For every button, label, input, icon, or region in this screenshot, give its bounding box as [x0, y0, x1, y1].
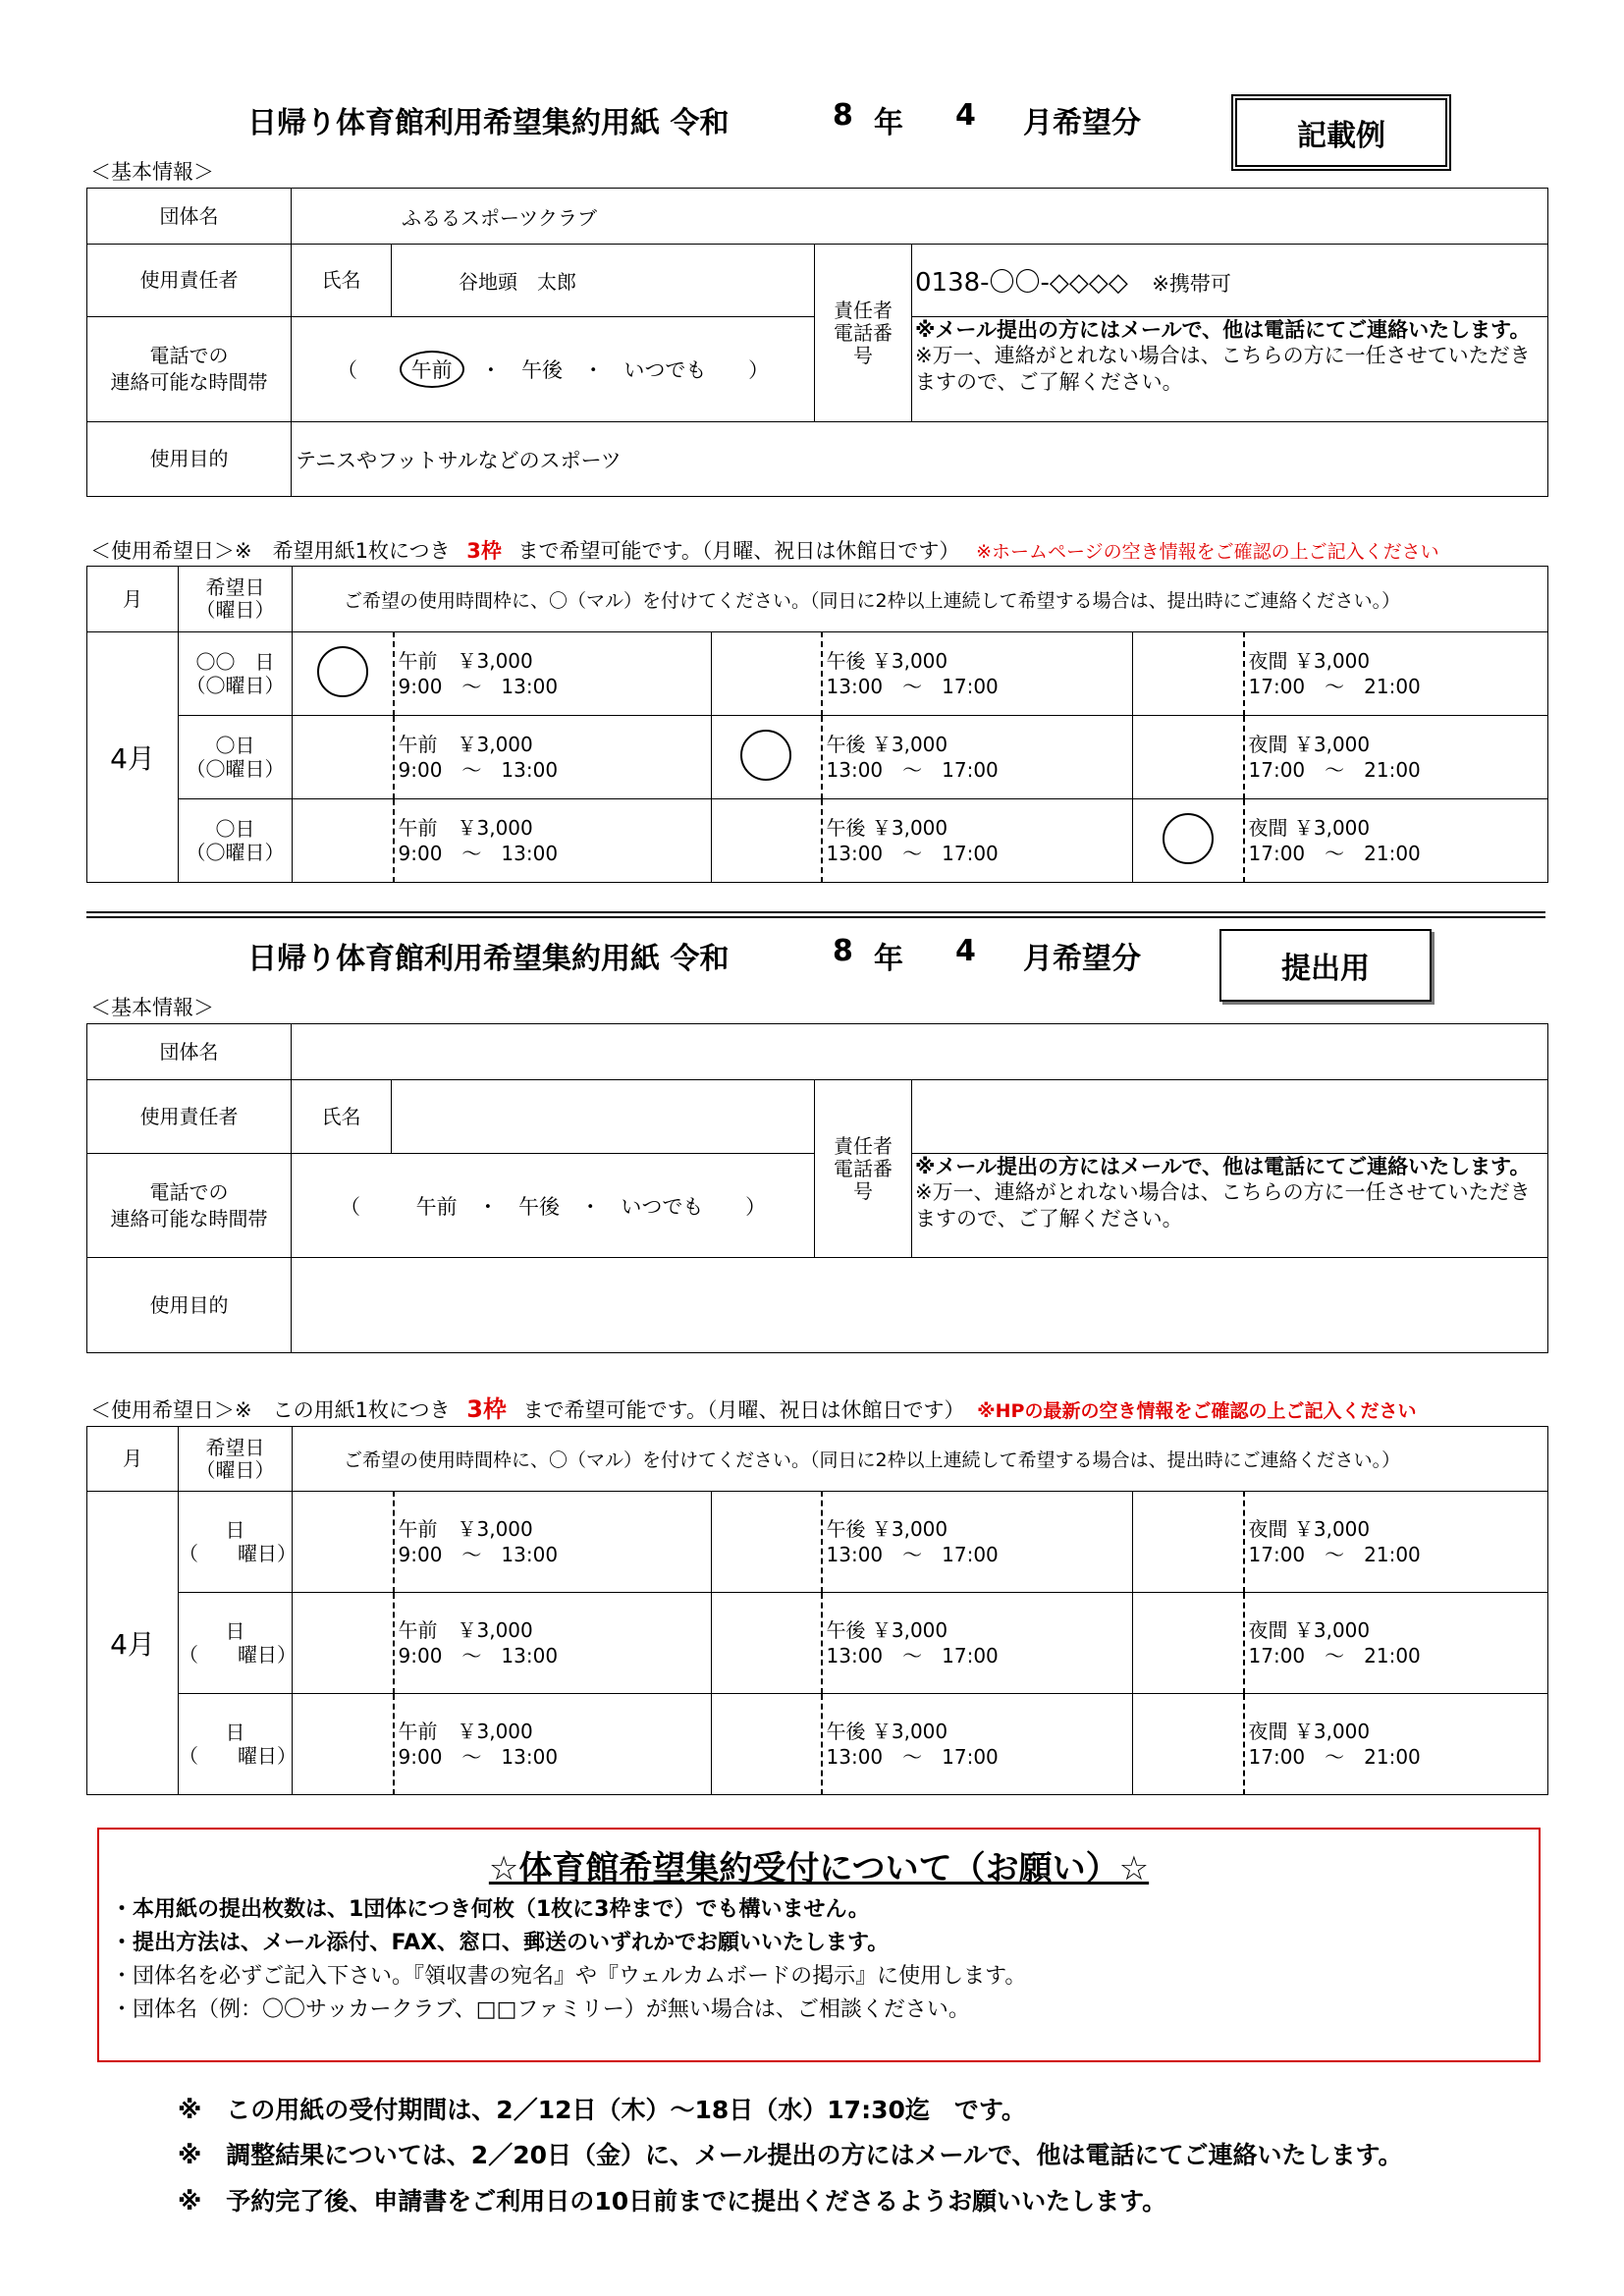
phone-note-bold: ※メール提出の方にはメールで、他は電話にてご連絡いたします。 [915, 318, 1531, 342]
head-month: 月 [87, 1427, 179, 1492]
check-am[interactable] [293, 1694, 394, 1795]
title-text: 日帰り体育館利用希望集約用紙 令和 [247, 942, 730, 976]
slot-time: 9:00 ～ 13:00 [398, 1543, 559, 1566]
usage-b: まで希望可能です。（月曜、祝日は休館日です） [517, 539, 960, 563]
slot-label: 午後 ￥3,000 [826, 733, 948, 756]
slot-am [394, 1694, 712, 1795]
slot-time: 13:00 ～ 17:00 [826, 1543, 999, 1566]
slot-pm [822, 799, 1133, 883]
usage-table-submit [86, 1426, 1548, 1795]
date-day: 日 [225, 1721, 245, 1744]
footer-notes [178, 2088, 1403, 2224]
label-phone [815, 1080, 912, 1258]
label-group: 団体名 [87, 189, 292, 245]
selected-circle [1163, 813, 1214, 864]
slot-time: 17:00 ～ 21:00 [1248, 675, 1421, 698]
label-contact-2: 連絡可能な時間帯 [110, 370, 268, 394]
basic-info-table-submit [86, 1023, 1548, 1353]
sep: ・ [477, 1194, 499, 1219]
head-date-1: 希望日 [205, 1435, 265, 1459]
slot-night [1244, 632, 1548, 716]
slot-label: 夜間 ￥3,000 [1248, 1720, 1371, 1743]
check-night[interactable] [1133, 1694, 1244, 1795]
label-purpose: 使用目的 [87, 1258, 292, 1353]
slot-label: 夜間 ￥3,000 [1248, 1517, 1371, 1541]
slot-time: 9:00 ～ 13:00 [398, 758, 559, 782]
date-weekday: （ 曜日） [179, 1643, 297, 1667]
head-date [179, 567, 293, 632]
date-day: 日 [225, 1518, 245, 1542]
check-pm[interactable] [712, 716, 822, 799]
title-month: 4 [955, 934, 976, 968]
slot-time: 9:00 ～ 13:00 [398, 1745, 559, 1769]
slot-label: 午後 ￥3,000 [826, 649, 948, 673]
slot-time: 9:00 ～ 13:00 [398, 1644, 559, 1667]
head-instruction: ご希望の使用時間枠に、〇（マル）を付けてください。（同日に2枠以上連続して希望する場合は、提出時にご連絡ください。） [293, 567, 1548, 632]
basic-info-header: ＜基本情報＞ [90, 996, 214, 1019]
check-night[interactable] [1133, 799, 1244, 883]
notice-item: ・団体名を必ずご記入下さい。『領収書の宛名』や『ウェルカムボードの掲示』に使用します。 [111, 1964, 1027, 1990]
usage-red: ※ホームページの空き情報をご確認の上ご記入ください [976, 541, 1439, 563]
phone-note-bold: ※メール提出の方にはメールで、他は電話にてご連絡いたします。 [915, 1155, 1531, 1178]
slot-night [1244, 1593, 1548, 1694]
date-cell [179, 799, 293, 883]
date-weekday: （ 曜日） [179, 1744, 297, 1768]
slot-time: 17:00 ～ 21:00 [1248, 1644, 1421, 1667]
usage-table-example [86, 566, 1548, 883]
label-phone-2: 電話番 [834, 320, 893, 345]
check-pm[interactable] [712, 1492, 822, 1593]
slot-am [394, 1593, 712, 1694]
phone-notes [912, 317, 1548, 422]
label-contact-time [87, 317, 292, 422]
label-contact-time [87, 1154, 292, 1258]
slot-time: 13:00 ～ 17:00 [826, 758, 999, 782]
label-contact-1: 電話での [149, 1179, 229, 1204]
slot-time: 13:00 ～ 17:00 [826, 842, 999, 865]
date-weekday: （〇曜日） [186, 674, 285, 697]
paren-open: （ [339, 1194, 360, 1219]
paren-open: （ [336, 358, 357, 382]
basic-info-header: ＜基本情報＞ [90, 160, 214, 184]
slot-label: 午後 ￥3,000 [826, 816, 948, 840]
slot-pm [822, 1492, 1133, 1593]
selected-circle [317, 646, 368, 697]
slot-label: 午前 ￥3,000 [398, 1517, 533, 1541]
footer-note: ※ 予約完了後、申請書をご利用日の10日前までに提出くださるようお願いいたします。 [178, 2186, 1167, 2215]
slot-time: 17:00 ～ 21:00 [1248, 1543, 1421, 1566]
label-responsible: 使用責任者 [87, 1080, 292, 1154]
sep: ・ [582, 358, 604, 382]
slot-time: 17:00 ～ 21:00 [1248, 1745, 1421, 1769]
contact-any-option[interactable]: いつでも [621, 1194, 704, 1219]
submit-badge: 提出用 [1219, 929, 1432, 1002]
head-date-1: 希望日 [205, 575, 265, 599]
slot-label: 午前 ￥3,000 [398, 733, 533, 756]
month-cell: 4月 [87, 1492, 179, 1795]
usage-header-example [90, 535, 1439, 565]
head-date [179, 1427, 293, 1492]
label-name: 氏名 [292, 1080, 392, 1154]
slot-label: 夜間 ￥3,000 [1248, 733, 1371, 756]
slot-am [394, 716, 712, 799]
section-divider [86, 916, 1545, 918]
group-name-input[interactable] [292, 1024, 1548, 1080]
slot-time: 17:00 ～ 21:00 [1248, 842, 1421, 865]
slot-night [1244, 1492, 1548, 1593]
date-cell[interactable] [179, 1694, 297, 1795]
notice-item: ・本用紙の提出枚数は、1団体につき何枚（1枚に3枠まで）でも構いません。 [111, 1897, 870, 1922]
title-text: 日帰り体育館利用希望集約用紙 令和 [247, 106, 730, 140]
usage-count: 3枠 [466, 539, 502, 563]
check-night[interactable] [1133, 632, 1244, 716]
slot-label: 午後 ￥3,000 [826, 1720, 948, 1743]
notice-item: ・提出方法は、メール添付、FAX、窓口、郵送のいずれかでお願いいたします。 [111, 1931, 890, 1956]
title-year-unit: 年 [874, 942, 903, 976]
slot-label: 午前 ￥3,000 [398, 1618, 533, 1642]
slot-time: 17:00 ～ 21:00 [1248, 758, 1421, 782]
slot-pm [822, 1694, 1133, 1795]
contact-am-option[interactable]: 午前 [415, 1194, 458, 1219]
person-name-value[interactable]: 谷地頭 太郎 [392, 245, 815, 317]
contact-am-option[interactable]: 午前 [400, 351, 464, 388]
phone-notes [912, 1154, 1548, 1258]
slot-label: 夜間 ￥3,000 [1248, 649, 1371, 673]
sep: ・ [480, 358, 502, 382]
phone-input[interactable] [912, 1080, 1548, 1154]
date-weekday: （〇曜日） [186, 841, 285, 864]
title-year-unit: 年 [874, 106, 903, 140]
group-name-value[interactable]: ふるるスポーツクラブ [292, 189, 1548, 245]
check-am[interactable] [293, 716, 394, 799]
contact-pm-option[interactable]: 午後 [521, 358, 563, 382]
phone-note: ※万一、連絡がとれない場合は、こちらの方に一任させていただきますので、ご了解ください。 [915, 344, 1531, 394]
notice-item: ・団体名（例：〇〇サッカークラブ、□□ファミリー）が無い場合は、ご相談ください。 [111, 1997, 970, 2023]
date-day: 〇〇 日 [195, 650, 275, 674]
notice-title: ☆体育館希望集約受付について（お願い）☆ [488, 1849, 1150, 1888]
label-responsible: 使用責任者 [87, 245, 292, 317]
date-cell [179, 716, 293, 799]
slot-label: 午前 ￥3,000 [398, 816, 533, 840]
slot-night [1244, 799, 1548, 883]
footer-note: ※ 調整結果については、2／20日（金）に、メール提出の方にはメールで、他は電話にてご連絡いたします。 [178, 2141, 1403, 2170]
slot-label: 午前 ￥3,000 [398, 649, 533, 673]
example-badge: 記載例 [1235, 98, 1447, 167]
label-phone-3: 号 [853, 343, 873, 367]
label-contact-2: 連絡可能な時間帯 [110, 1206, 268, 1230]
slot-time: 13:00 ～ 17:00 [826, 675, 999, 698]
slot-am [394, 1492, 712, 1593]
head-month: 月 [87, 567, 179, 632]
slot-time: 9:00 ～ 13:00 [398, 842, 559, 865]
slot-time: 13:00 ～ 17:00 [826, 1644, 999, 1667]
slot-am [394, 799, 712, 883]
purpose-input[interactable] [292, 1258, 1548, 1353]
check-am[interactable] [293, 1492, 394, 1593]
check-pm[interactable] [712, 799, 822, 883]
title-month-suffix: 月希望分 [1023, 106, 1141, 140]
date-day: 〇日 [215, 817, 255, 841]
check-night[interactable] [1133, 1492, 1244, 1593]
slot-time: 13:00 ～ 17:00 [826, 1745, 999, 1769]
footer-note: ※ この用紙の受付期間は、2／12日（木）～18日（水）17:30迄 です。 [178, 2096, 1026, 2124]
check-am[interactable] [293, 1593, 394, 1694]
slot-pm [822, 1593, 1133, 1694]
phone-note: ※万一、連絡がとれない場合は、こちらの方に一任させていただきますので、ご了解ください。 [915, 1180, 1531, 1230]
slot-night [1244, 1694, 1548, 1795]
contact-time-choice[interactable] [292, 317, 815, 422]
slot-am [394, 632, 712, 716]
date-cell [179, 632, 293, 716]
check-am[interactable] [293, 799, 394, 883]
contact-time-choice[interactable] [292, 1154, 815, 1258]
label-group: 団体名 [87, 1024, 292, 1080]
date-cell[interactable] [179, 1593, 297, 1694]
notice-box [97, 1828, 1541, 2062]
usage-a: ＜使用希望日＞※ この用紙1枚につき [90, 1398, 451, 1422]
date-day: 〇日 [215, 734, 255, 757]
slot-pm [822, 632, 1133, 716]
date-cell[interactable] [179, 1492, 297, 1593]
date-day: 日 [225, 1619, 245, 1643]
usage-red: ※HPの最新の空き情報をご確認の上ご記入ください [977, 1400, 1417, 1422]
basic-info-table-example [86, 188, 1548, 497]
paren-close: ） [748, 358, 770, 382]
label-phone-3: 号 [853, 1178, 873, 1203]
date-weekday: （ 曜日） [179, 1542, 297, 1565]
purpose-value[interactable]: テニスやフットサルなどのスポーツ [292, 422, 1548, 497]
title-month-suffix: 月希望分 [1023, 942, 1141, 976]
head-date-2: （曜日） [195, 1457, 275, 1482]
check-pm[interactable] [712, 632, 822, 716]
slot-label: 夜間 ￥3,000 [1248, 1618, 1371, 1642]
title-month: 4 [955, 98, 976, 133]
label-phone-2: 電話番 [834, 1156, 893, 1180]
contact-pm-option[interactable]: 午後 [518, 1194, 560, 1219]
slot-label: 午後 ￥3,000 [826, 1618, 948, 1642]
label-purpose: 使用目的 [87, 422, 292, 497]
check-pm[interactable] [712, 1593, 822, 1694]
label-name: 氏名 [292, 245, 392, 317]
phone-value[interactable] [912, 245, 1548, 317]
sep: ・ [579, 1194, 601, 1219]
label-phone [815, 245, 912, 422]
section-divider [86, 911, 1545, 913]
title-year: 8 [833, 934, 853, 968]
selected-circle [740, 730, 791, 781]
date-weekday: （〇曜日） [186, 757, 285, 781]
phone-type: ※携帯可 [1152, 272, 1231, 296]
slot-pm [822, 716, 1133, 799]
label-phone-1: 責任者 [834, 1133, 893, 1158]
check-night[interactable] [1133, 716, 1244, 799]
paren-close: ） [745, 1194, 767, 1219]
head-instruction: ご希望の使用時間枠に、〇（マル）を付けてください。（同日に2枠以上連続して希望する場合は、提出時にご連絡ください。） [293, 1427, 1548, 1492]
check-pm[interactable] [712, 1694, 822, 1795]
label-contact-1: 電話での [149, 344, 229, 367]
slot-label: 午後 ￥3,000 [826, 1517, 948, 1541]
label-phone-1: 責任者 [834, 298, 893, 322]
month-cell: 4月 [87, 632, 179, 883]
usage-b: まで希望可能です。（月曜、祝日は休館日です） [522, 1398, 965, 1422]
usage-header-submit [90, 1390, 1416, 1424]
check-night[interactable] [1133, 1593, 1244, 1694]
title-year: 8 [833, 98, 853, 133]
check-am[interactable] [293, 632, 394, 716]
slot-label: 夜間 ￥3,000 [1248, 816, 1371, 840]
phone-number: 0138-〇〇-◇◇◇◇ [915, 268, 1128, 298]
contact-any-option[interactable]: いつでも [623, 358, 707, 382]
slot-night [1244, 716, 1548, 799]
slot-time: 9:00 ～ 13:00 [398, 675, 559, 698]
usage-count: 3枠 [466, 1395, 507, 1423]
usage-a: ＜使用希望日＞※ 希望用紙1枚につき [90, 539, 451, 563]
head-date-2: （曜日） [195, 598, 275, 622]
person-name-input[interactable] [392, 1080, 815, 1154]
slot-label: 午前 ￥3,000 [398, 1720, 533, 1743]
